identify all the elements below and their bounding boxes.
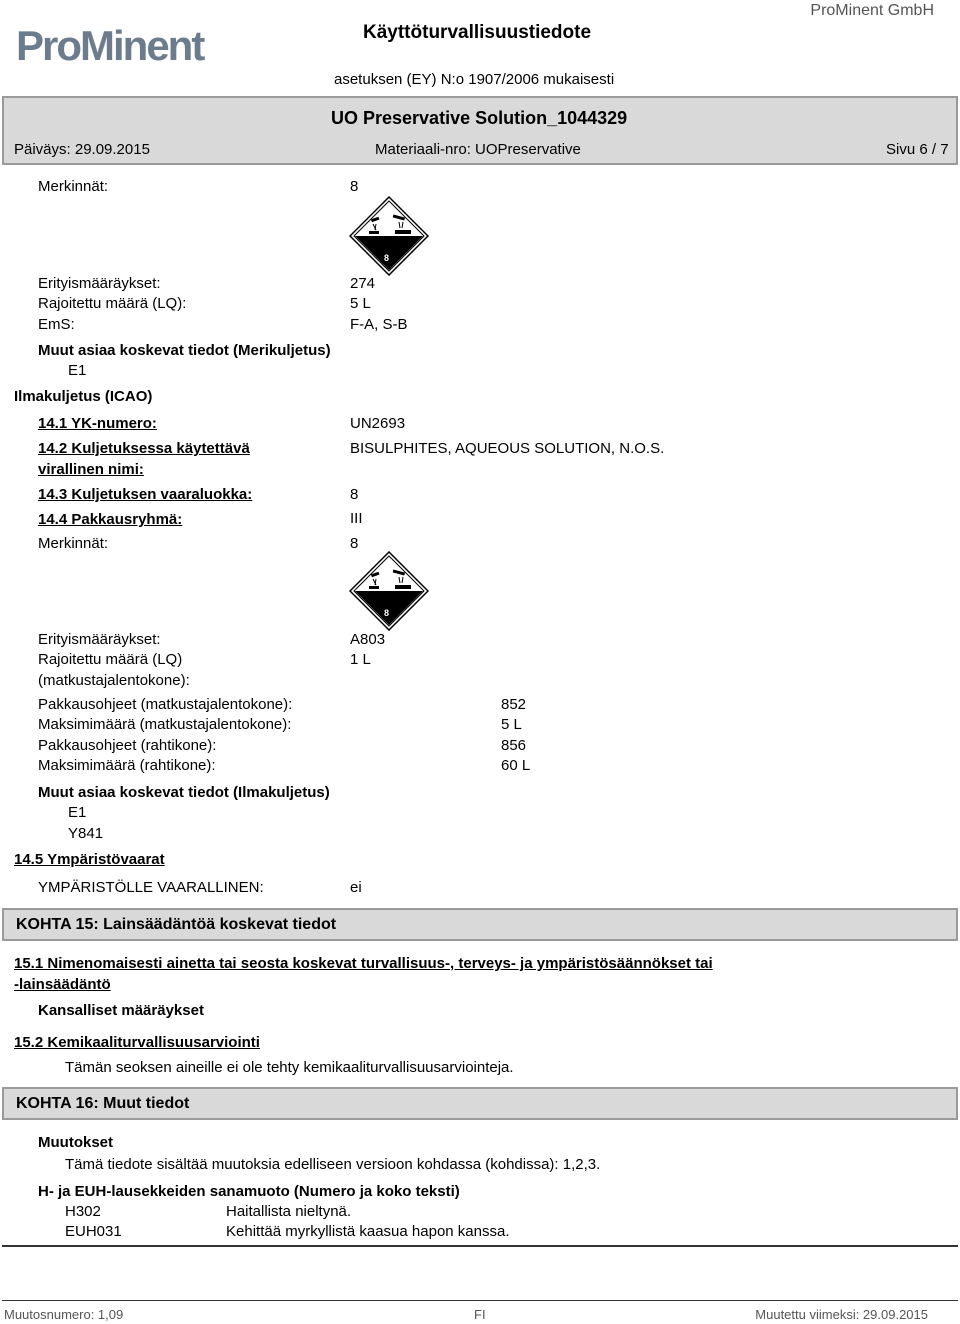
logo-wordmark: ProMinent [16,22,204,68]
air-other-value: Y841 [68,825,104,842]
air-pg-value: III [350,510,363,527]
document-title: Käyttöturvallisuustiedote [363,22,592,43]
phrase-code: EUH031 [65,1223,122,1240]
air-class-value: 8 [350,486,359,503]
sea-ems-value: F-A, S-B [350,316,408,333]
air-name-value: BISULPHITES, AQUEOUS SOLUTION, N.O.S. [350,440,665,457]
sea-labels-label: Merkinnät: [38,178,109,195]
air-row-value: 60 L [501,757,531,774]
product-name: UO Preservative Solution_1044329 [331,108,628,128]
air-diamond-number: 8 [384,608,390,618]
phrase-code: H302 [65,1203,101,1220]
section-16-title: KOHTA 16: Muut tiedot [16,1095,190,1112]
sea-special-value: 274 [350,275,376,292]
air-row-label: Pakkausohjeet (rahtikone): [38,737,217,754]
env-value: ei [350,879,362,896]
air-title: Ilmakuljetus (ICAO) [14,388,153,405]
air-lq-label-2: (matkustajalentokone): [38,672,190,689]
language-code: FI [474,1307,486,1322]
changes-title: Muutokset [38,1134,113,1151]
regulation-text: asetuksen (EY) N:o 1907/2006 mukaisesti [334,71,615,88]
last-modified: Muutettu viimeksi: 29.09.2015 [755,1307,928,1322]
phrase-text: Kehittää myrkyllistä kaasua hapon kanssa. [226,1223,510,1240]
sea-ems-label: EmS: [38,316,75,333]
footer-rule [2,1300,958,1301]
phrases-title: H- ja EUH-lausekkeiden sanamuoto (Numero ja koko teksti) [38,1183,460,1200]
air-row-value: 5 L [501,716,522,733]
prominent-logo [16,22,221,72]
corrosive-pictogram [349,551,429,635]
company-name: ProMinent GmbH [810,2,934,19]
section-end-rule [2,1245,958,1247]
sea-lq-label: Rajoitettu määrä (LQ): [38,295,187,312]
sea-other-title: Muut asiaa koskevat tiedot (Merikuljetus) [38,342,331,359]
sea-lq-value: 5 L [350,295,371,312]
air-row-label: Maksimimäärä (rahtikone): [38,757,216,774]
air-lq-label-1: Rajoitettu määrä (LQ) [38,651,183,668]
changes-text: Tämä tiedote sisältää muutoksia edelliseen versioon kohdassa (kohdissa): 1,2,3. [65,1156,601,1173]
air-special-label: Erityismääräykset: [38,631,161,648]
air-un-label: 14.1 YK-numero: [38,415,157,432]
section-15-band [2,908,958,941]
sea-special-label: Erityismääräykset: [38,275,161,292]
national-regulations: Kansalliset määräykset [38,1002,204,1019]
s15-2-text: Tämän seoksen aineille ei ole tehty kemikaaliturvallisuusarviointeja. [65,1059,514,1076]
s15-1-title-line2: -lainsäädäntö [14,976,111,993]
air-row-value: 852 [501,696,527,713]
air-class-label: 14.3 Kuljetuksen vaaraluokka: [38,486,253,503]
air-labels-value: 8 [350,535,359,552]
air-row-label: Pakkausohjeet (matkustajalentokone): [38,696,293,713]
phrase-text: Haitallista nieltynä. [226,1203,352,1220]
air-other-title: Muut asiaa koskevat tiedot (Ilmakuljetus) [38,784,330,801]
air-labels-label: Merkinnät: [38,535,109,552]
revision-number: Muutosnumero: 1,09 [4,1307,124,1322]
air-row-value: 856 [501,737,527,754]
air-name-label-2: virallinen nimi: [38,461,144,478]
section-16-band [2,1087,958,1120]
s15-2-title: 15.2 Kemikaaliturvallisuusarviointi [14,1034,260,1051]
section-15-title: KOHTA 15: Lainsäädäntöä koskevat tiedot [16,916,337,933]
air-special-value: A803 [350,631,386,648]
air-other-value: E1 [68,804,87,821]
sea-other-value: E1 [68,362,87,379]
air-lq-value: 1 L [350,651,371,668]
air-row-label: Maksimimäärä (matkustajalentokone): [38,716,292,733]
air-un-value: UN2693 [350,415,406,432]
sea-diamond-number: 8 [384,253,390,263]
s15-1-title-line1: 15.1 Nimenomaisesti ainetta tai seosta koskevat turvallisuus-, terveys- ja ympäristösäännökset tai [14,955,713,972]
air-pg-label: 14.4 Pakkausryhmä: [38,511,183,528]
air-name-label-1: 14.2 Kuljetuksessa käytettävä [38,440,250,457]
material-number: Materiaali-nro: UOPreservative [375,141,581,158]
corrosive-pictogram [349,196,429,280]
sea-labels-value: 8 [350,178,359,195]
date-text: Päiväys: 29.09.2015 [14,141,150,158]
env-label: YMPÄRISTÖLLE VAARALLINEN: [38,879,264,896]
page-number: Sivu 6 / 7 [886,141,949,158]
env-title: 14.5 Ympäristövaarat [14,851,165,868]
